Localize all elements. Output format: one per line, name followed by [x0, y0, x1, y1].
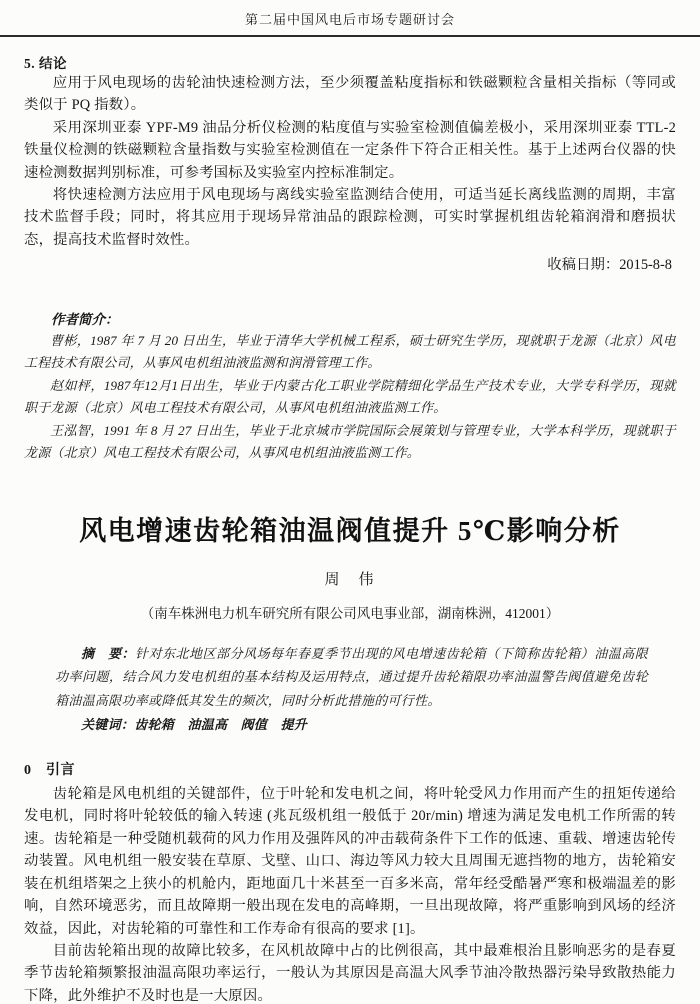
introduction-paragraph: 齿轮箱是风电机组的关键部件，位于叶轮和发电机之间，将叶轮受风力作用而产生的扭矩传递给发电机，同时将叶轮较低的输入转速 (兆瓦级机组一般低于 20r/min) 增速为满足发电机工作所需的转速。齿轮箱是一种受随机载荷的风力作用及强阵风的冲击载荷条件下工作的低速、重载、增速齿轮传动装置。风电机组一般安装在草原、戈壁、山口、海边等风力较大且周围无遮挡物的地方，齿轮箱安装在机组塔架之上狭小的机舱内，距地面几十米甚至一百多米高，常年经受酷暑严寒和极端温差的影响，自然环境恶劣，而且故障期一般出现在发电的高峰期，一旦出现故障，将严重影响到风场的经济效益，因此，对齿轮箱的可靠性和工作寿命有很高的要求 [1]。: [24, 786, 676, 937]
author-bio: 王泓智，1991 年 8 月 27 日出生，毕业于北京城市学院国际会展策划与管理专业，大学本科学历，现就职于龙源（北京）风电工程技术有限公司，从事风电机组油液监测工作。: [24, 423, 676, 460]
article-title: 风电增速齿轮箱油温阀值提升 5℃影响分析: [79, 516, 621, 547]
conclusion-paragraph: 应用于风电现场的齿轮油快速检测方法，至少须覆盖粘度指标和铁磁颗粒含量相关指标（等同或类似于 PQ 指数）。: [24, 75, 676, 114]
keywords-label: 关键词：: [81, 716, 135, 732]
authors-heading: 作者简介：: [51, 312, 119, 328]
author-bio: 曹彬，1987 年 7 月 20 日出生，毕业于清华大学机械工程系，硕士研究生学历，现就职于龙源（北京）风电工程技术有限公司，从事风电机组油液监测和润滑管理工作。: [24, 333, 676, 370]
conclusion-paragraph: 将快速检测方法应用于风电现场与离线实验室监测结合使用，可适当延长离线监测的周期，丰富技术监督手段；同时，将其应用于现场异常油品的跟踪检测，可实时掌握机组齿轮箱润滑和磨损状态，提高技术监督时效性。: [24, 187, 676, 248]
author-bio: 赵如枰，1987年12月1日出生，毕业于内蒙古化工职业学院精细化学品生产技术专业，大学专科学历，现就职于龙源（北京）风电工程技术有限公司，从事风电机组油液监测工作。: [24, 378, 676, 415]
introduction-heading: 0 引言: [24, 763, 75, 779]
received-date: 收稿日期：2015-8-8: [547, 257, 672, 274]
abstract-label: 摘 要：: [81, 646, 136, 662]
running-head-title: 第二届中国风电后市场专题研讨会: [244, 12, 455, 27]
keywords-text: 齿轮箱 油温高 阀值 提升: [134, 716, 308, 732]
authors-section: [24, 308, 676, 463]
page-content: [24, 52, 676, 1004]
introduction-paragraph: 目前齿轮箱出现的故障比较多，在风机故障中占的比例很高，其中最难根治且影响恶劣的是春夏季节齿轮箱频繁报油温高限功率运行，一般认为其原因是高温大风季节油冷散热器污染导致散热能力下降，此外维护不及时也是一大原因。: [24, 942, 676, 1004]
article-affiliation: （南车株洲电力机车研究所有限公司风电事业部，湖南株洲，412001）: [140, 606, 560, 622]
conclusion-heading: 5. 结论: [24, 56, 67, 71]
keywords-line: [55, 713, 648, 736]
conclusion-paragraph: 采用深圳亚泰 YPF-M9 油品分析仪检测的粘度值与实验室检测值偏差极小，采用深圳亚泰 TTL-2 铁量仪检测的铁磁颗粒含量指数与实验室检测值在一定条件下符合正相关性。基于上述两台仪器的快速检测数据判别标准，可参考国标及实验室内控标准制定。: [24, 119, 676, 181]
article-front-matter: [24, 509, 676, 736]
abstract-paragraph: [55, 642, 648, 712]
abstract-block: [55, 642, 648, 736]
abstract-text: 针对东北地区部分风场每年春夏季节出现的风电增速齿轮箱（下简称齿轮箱）油温高限功率问题，结合风力发电机组的基本结构及运用特点，通过提升齿轮箱限功率油温警告阀值避免齿轮箱油温高限功率或降低其发生的频次，同时分析此措施的可行性。: [55, 646, 649, 708]
article-author: 周 伟: [324, 572, 376, 589]
header-divider: [0, 35, 700, 37]
